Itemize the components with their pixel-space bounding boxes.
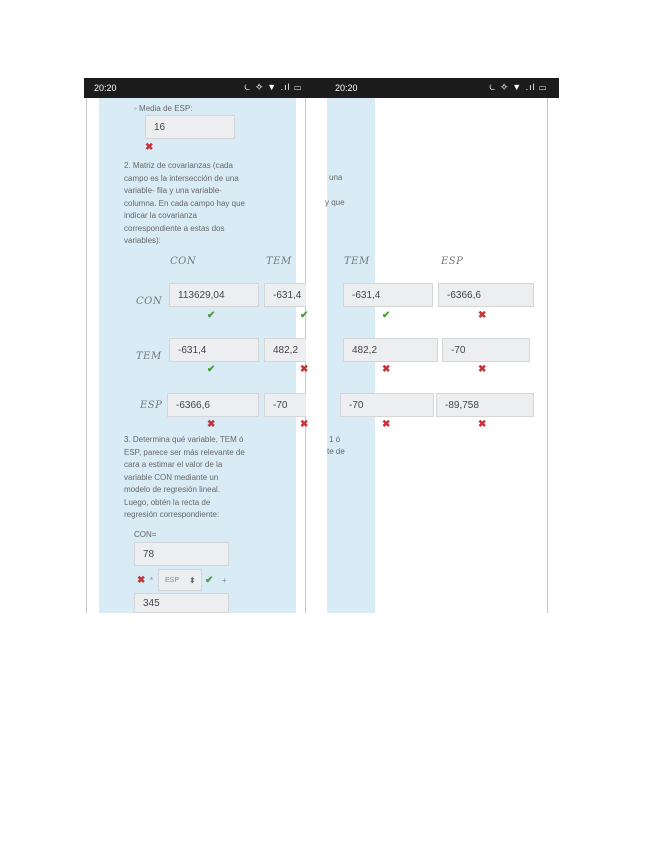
con-equals-label: CON= <box>134 530 157 539</box>
row-header-tem: TEM <box>136 351 162 362</box>
q3-right-fragment-1: 1 ó <box>329 435 341 444</box>
q2-right-fragment-1: una <box>329 173 343 182</box>
cov-tem-tem-input-right[interactable]: 482,2 <box>343 338 438 362</box>
cov-esp-tem-input-left[interactable]: -70 <box>264 393 306 417</box>
status-icons-left: ⏾ ✧ ▼ .ıl ▭ <box>244 82 303 92</box>
q2-right-fragment-2: y que <box>325 198 345 207</box>
esp-tem-incorrect-icon-left: ✖ <box>300 419 309 430</box>
times-sign: * <box>150 576 154 585</box>
variable-select-value: ESP <box>165 576 180 584</box>
cov-con-tem-input-right[interactable]: -631,4 <box>343 283 433 307</box>
row-header-esp: ESP <box>140 400 163 411</box>
esp-mean-input[interactable]: 16 <box>145 115 235 139</box>
q3-right-fragment-2: te de <box>327 447 345 456</box>
cov-tem-con-input[interactable]: -631,4 <box>169 338 259 362</box>
cov-esp-tem-input-right[interactable]: -70 <box>340 393 434 417</box>
q1-incorrect-icon: ✖ <box>145 142 154 153</box>
tem-esp-incorrect-icon: ✖ <box>478 364 487 375</box>
col-header-tem-right: TEM <box>344 256 370 267</box>
cov-con-tem-input-left[interactable]: -631,4 <box>264 283 306 307</box>
left-frame-edge <box>86 98 87 613</box>
con-esp-incorrect-icon: ✖ <box>478 310 487 321</box>
clock-left: 20:20 <box>94 83 117 93</box>
tem-con-correct-icon: ✔ <box>207 364 216 375</box>
intercept-incorrect-icon: ✖ <box>137 575 146 586</box>
status-icons-right: ⏾ ✧ ▼ .ıl ▭ <box>489 82 548 92</box>
cov-con-con-input[interactable]: 113629,04 <box>169 283 259 307</box>
esp-tem-incorrect-icon-right: ✖ <box>382 419 391 430</box>
q2-text: 2. Matriz de covarianzas (cada campo es la intersección de una variable- fila y una variable- columna. En cada campo hay que indicar la covarianza correspondiente a estas dos variables): <box>124 161 245 245</box>
select-arrows-icon: ⬍ <box>189 575 196 585</box>
status-bar <box>84 78 559 98</box>
tem-tem-incorrect-icon-right: ✖ <box>382 364 391 375</box>
row-header-con: CON <box>136 296 163 307</box>
variable-correct-icon: ✔ <box>205 575 214 586</box>
col-header-con: CON <box>170 256 197 267</box>
plus-sign: + <box>222 576 227 585</box>
q3-text: 3. Determina qué variable, TEM ó ESP, parece ser más relevante de cara a estimar el valor de la variable CON mediante un modelo de regresión lineal. Luego, obtén la recta de regresión correspondiente: <box>124 435 245 519</box>
cov-tem-tem-input-left[interactable]: 482,2 <box>264 338 306 362</box>
con-tem-correct-icon-right: ✔ <box>382 310 391 321</box>
con-tem-correct-icon-left: ✔ <box>300 310 309 321</box>
col-header-esp: ESP <box>441 256 464 267</box>
col-header-tem-left: TEM <box>266 256 292 267</box>
intercept-input[interactable]: 78 <box>134 542 229 566</box>
esp-esp-incorrect-icon: ✖ <box>478 419 487 430</box>
coefficient-input[interactable]: 345 <box>134 593 229 613</box>
con-con-correct-icon: ✔ <box>207 310 216 321</box>
cov-esp-esp-input[interactable]: -89,758 <box>436 393 534 417</box>
cov-tem-esp-input[interactable]: -70 <box>442 338 530 362</box>
right-frame-edge <box>547 98 548 613</box>
cov-esp-con-input[interactable]: -6366,6 <box>167 393 259 417</box>
cov-con-esp-input[interactable]: -6366,6 <box>438 283 534 307</box>
q1-label: ◦ Media de ESP: <box>134 104 193 113</box>
esp-con-incorrect-icon: ✖ <box>207 419 216 430</box>
clock-right: 20:20 <box>335 83 358 93</box>
variable-select[interactable] <box>158 569 202 591</box>
tem-tem-incorrect-icon-left: ✖ <box>300 364 309 375</box>
